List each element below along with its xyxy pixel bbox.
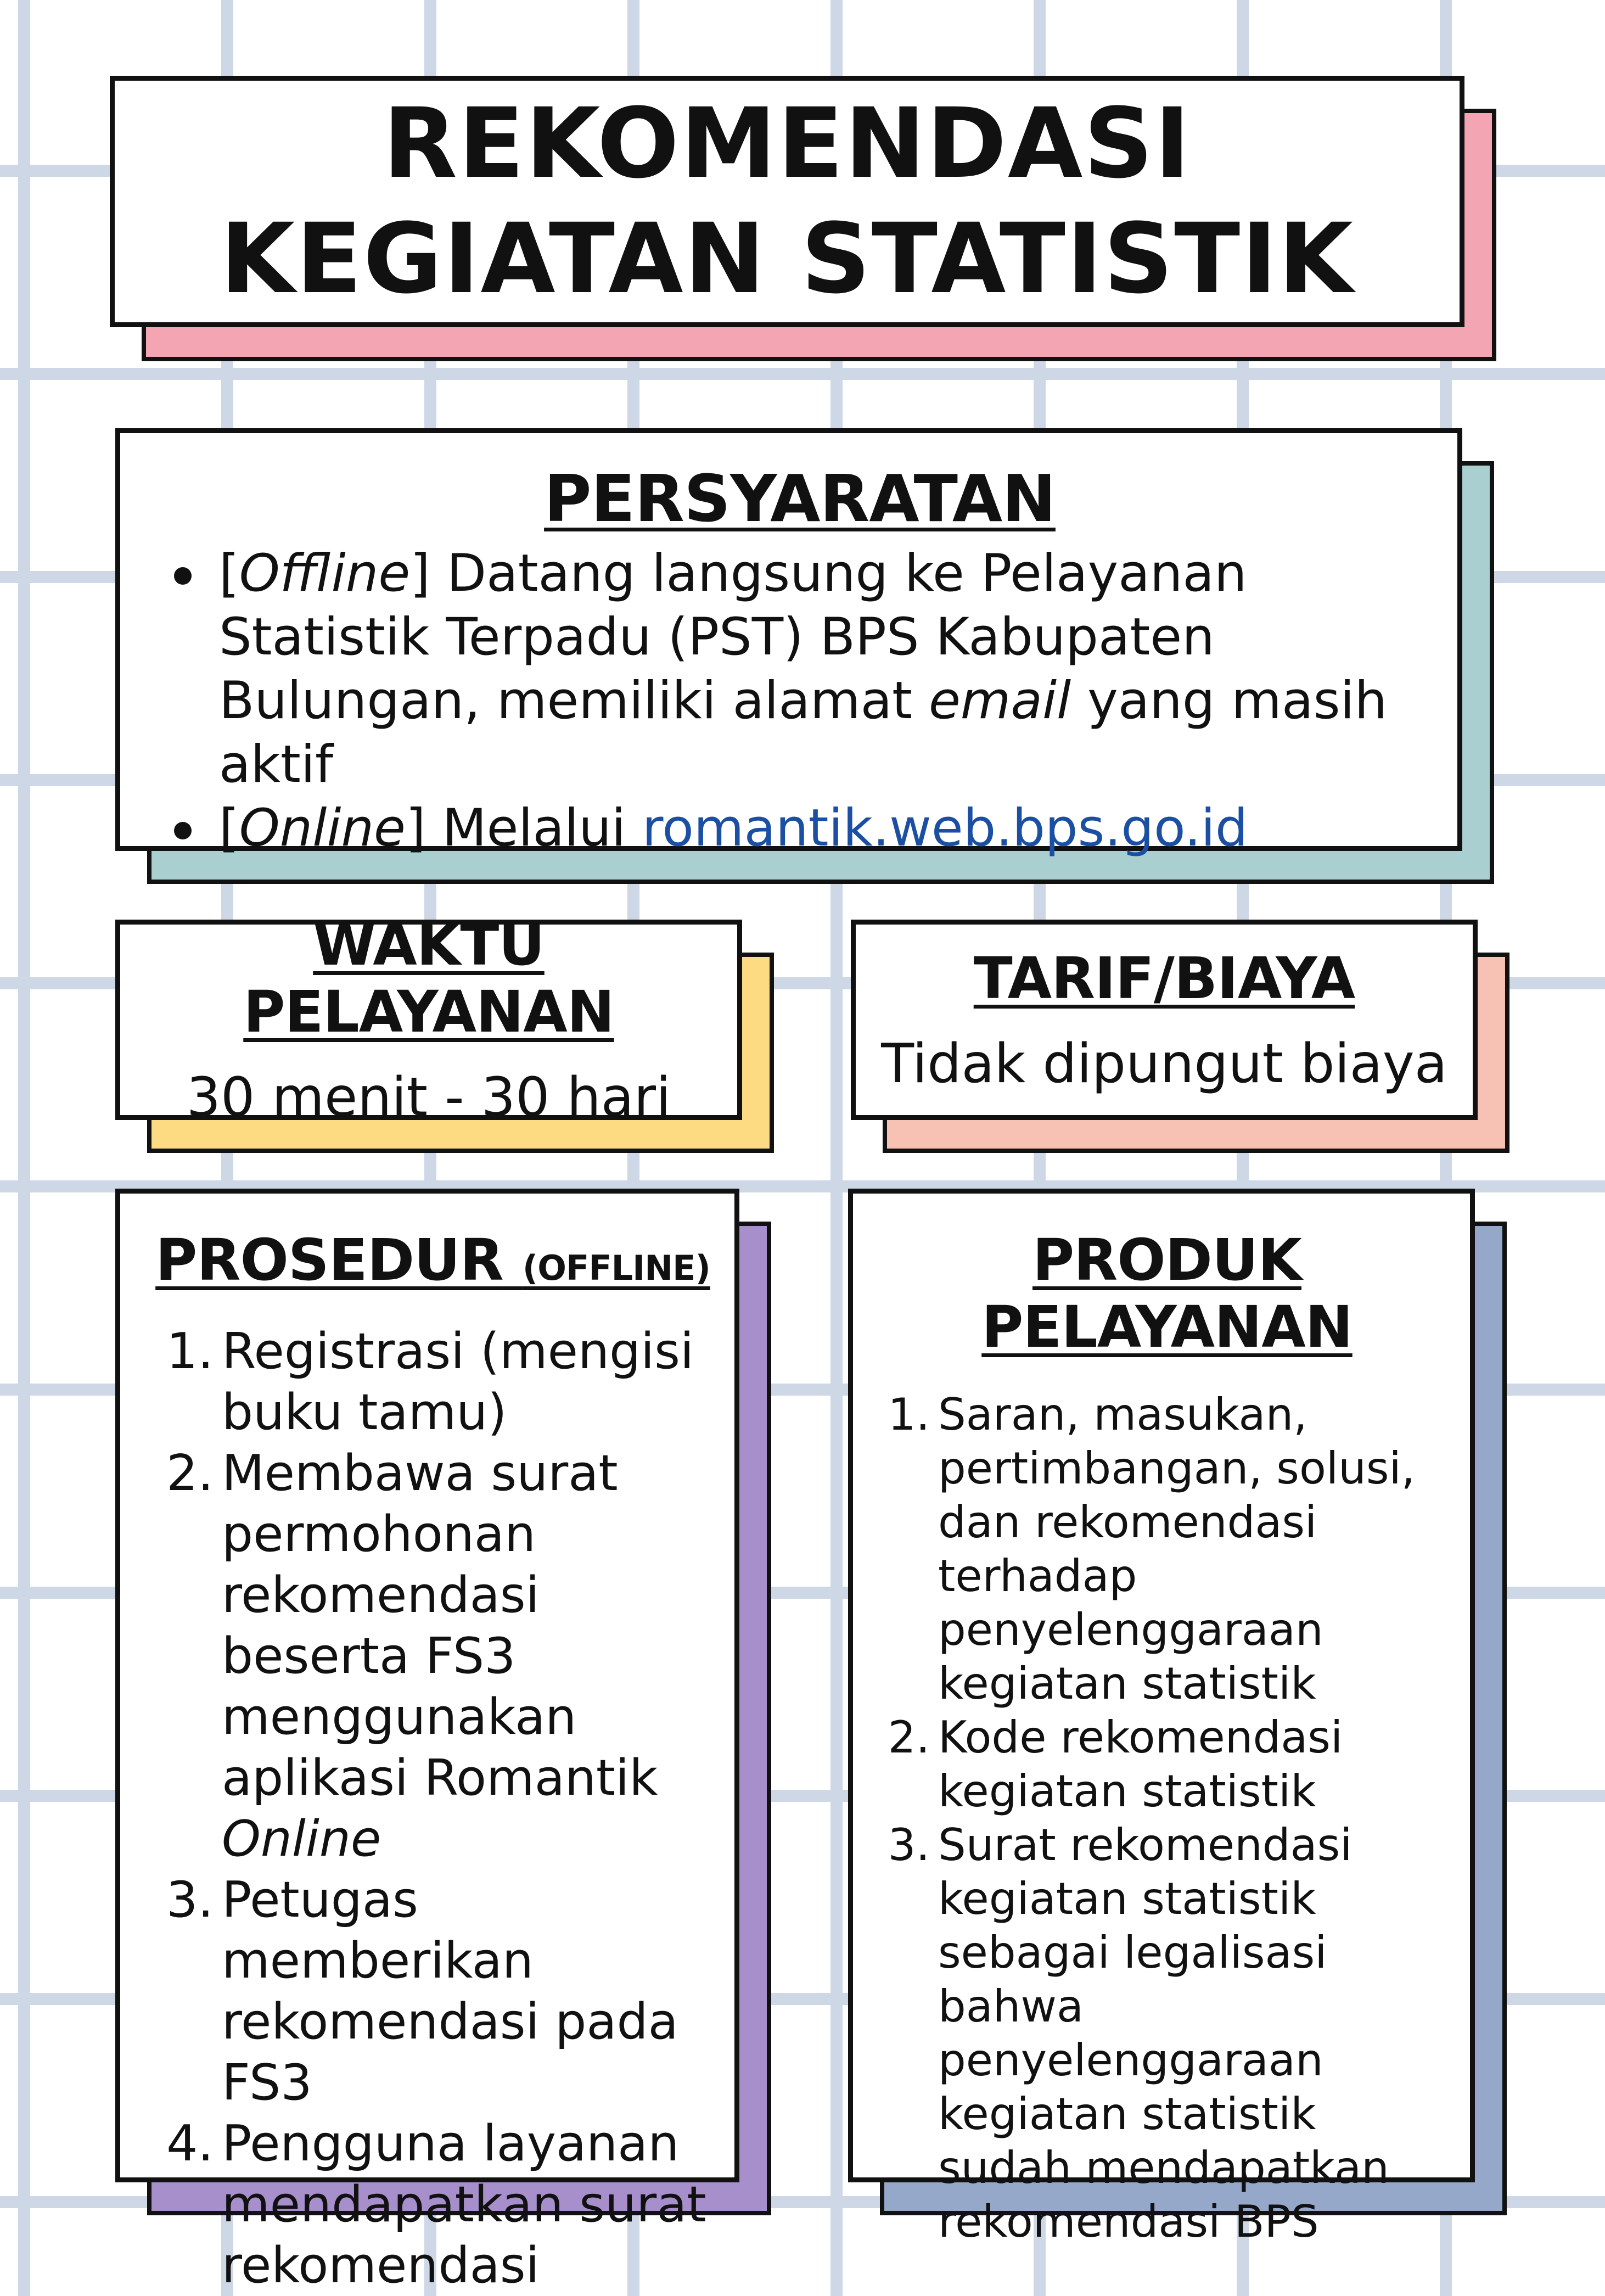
service-time-value: 30 menit - 30 hari — [186, 1066, 671, 1129]
requirement-item-offline: [Offline] Datang langsung ke Pelayanan Statistik Terpadu (PST) BPS Kabupaten Bulungan, memiliki alamat email yang masih aktif — [164, 542, 1435, 797]
page-title-line-2: KEGIATAN STATISTIK — [220, 203, 1355, 315]
requirements-list — [164, 542, 1435, 860]
requirement-tag-offline: Offline — [239, 544, 411, 603]
products-card — [848, 1189, 1507, 2247]
service-time-heading: WAKTU PELAYANAN — [243, 911, 614, 1045]
procedure-step-text: Pengguna layanan mendapatkan surat rekomendasi — [222, 2115, 706, 2294]
requirements-card-body — [115, 428, 1462, 858]
procedure-step — [153, 1869, 712, 2113]
fee-card-body — [851, 920, 1478, 1120]
procedure-step-text: Registrasi (mengisi buku tamu) — [222, 1323, 694, 1441]
procedure-step-emphasis: Online — [222, 1810, 381, 1868]
requirement-text-offline-end: yang masih aktif — [219, 671, 1388, 794]
procedure-card — [115, 1189, 771, 2294]
fee-card — [851, 920, 1509, 1153]
procedure-step-number: 3. — [166, 1871, 214, 1929]
requirement-tag-online: Online — [239, 798, 406, 858]
procedure-step-text: Petugas memberikan rekomendasi pada FS3 — [222, 1871, 678, 2112]
procedure-subheading: (OFFLINE) — [522, 1248, 710, 1288]
procedure-card-body — [115, 1189, 739, 2294]
product-item — [875, 1388, 1459, 1711]
service-time-card — [115, 911, 774, 1153]
service-time-card-body — [115, 911, 742, 1129]
title-card — [110, 76, 1499, 361]
fee-heading: TARIF/BIAYA — [973, 944, 1355, 1012]
product-item-text: Surat rekomendasi kegiatan statistik sebagai legalisasi bahwa penyelenggaraan kegiatan statistik sudah mendapatkan rekomendasi BPS — [938, 1819, 1389, 2247]
procedure-heading — [153, 1227, 712, 1293]
procedure-step — [153, 2113, 712, 2296]
procedure-list — [153, 1321, 712, 2296]
requirements-card — [115, 428, 1494, 884]
product-item-number: 1. — [888, 1389, 930, 1440]
product-item-number: 3. — [888, 1819, 930, 1871]
requirement-text-online: Melalui — [442, 798, 626, 858]
fee-value: Tidak dipungut biaya — [881, 1032, 1447, 1095]
product-item-number: 2. — [888, 1712, 930, 1763]
products-card-body — [848, 1189, 1475, 2247]
requirement-item-online: [Online] Melalui romantik.web.bps.go.id — [164, 797, 1435, 860]
requirement-text-offline: Datang langsung ke Pelayanan Statistik Terpadu (PST) BPS Kabupaten Bulungan, memiliki alamat — [219, 544, 1247, 731]
product-item — [875, 1711, 1459, 1818]
requirement-email-emphasis: email — [928, 671, 1071, 731]
procedure-step — [153, 1443, 712, 1869]
romantik-link[interactable]: romantik.web.bps.go.id — [642, 798, 1248, 858]
product-item — [875, 1818, 1459, 2249]
product-item-text: Saran, masukan, pertimbangan, solusi, dan rekomendasi terhadap penyelenggaraan kegiatan statistik — [938, 1389, 1416, 1709]
procedure-step-number: 1. — [166, 1323, 214, 1380]
title-card-body — [110, 76, 1464, 327]
procedure-step-text: Membawa surat permohonan rekomendasi beserta FS3 menggunakan aplikasi Romantik — [222, 1444, 658, 1807]
procedure-step — [153, 1321, 712, 1443]
products-heading: PRODUK PELAYANAN — [981, 1227, 1353, 1360]
procedure-step-number: 4. — [166, 2115, 214, 2172]
product-item-text: Kode rekomendasi kegiatan statistik — [938, 1712, 1343, 1817]
procedure-step-number: 2. — [166, 1444, 214, 1502]
products-list — [875, 1388, 1459, 2249]
procedure-heading-text: PROSEDUR — [155, 1227, 503, 1293]
requirements-heading: PERSYARATAN — [544, 461, 1056, 536]
page-title-line-1: REKOMENDASI — [383, 87, 1192, 200]
